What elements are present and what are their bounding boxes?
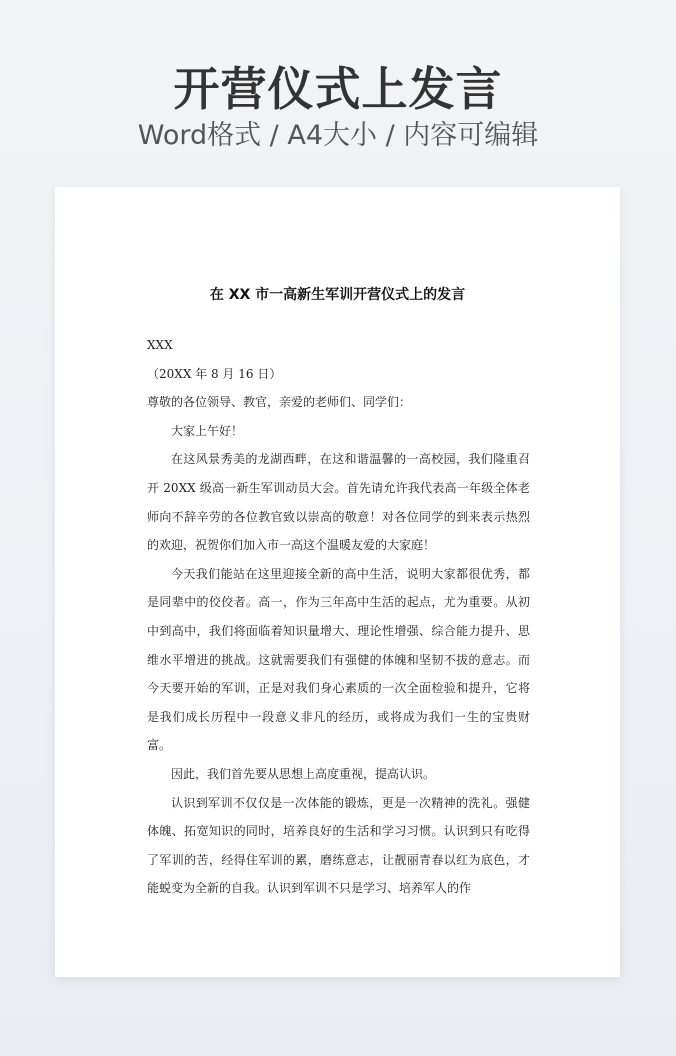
document-paragraph: 今天我们能站在这里迎接全新的高中生活，说明大家都很优秀，都是同辈中的佼佼者。高一，作为三年高中生活的起点，尤为重要。从初中到高中，我们将面临着知识量增大、理论性增强、综合能力提升、思维水平增进的挑战。这就需要我们有强健的体魄和坚韧不拔的意志。而今天要开始的军训，正是对我们身心素质的一次全面检验和提升，它将是我们成长历程中一段意义非凡的经历，或将成为我们一生的宝贵财富。 bbox=[147, 566, 530, 753]
document-page bbox=[55, 187, 620, 977]
document-salutation: 尊敬的各位领导、教官，亲爱的老师们、同学们： bbox=[147, 395, 412, 410]
document-author: XXX bbox=[147, 338, 173, 352]
document-paragraph: 认识到军训不仅仅是一次体能的锻炼，更是一次精神的洗礼。强健体魄、拓宽知识的同时，培养良好的生活和学习习惯。认识到只有吃得了军训的苦，经得住军训的累，磨练意志，让靓丽青春以红为底色，才能蜕变为全新的自我。认识到军训不只是学习、培养军人的作 bbox=[147, 795, 530, 896]
document-title: 在 XX 市一高新生军训开营仪式上的发言 bbox=[209, 287, 466, 303]
document-greeting: 大家上午好！ bbox=[171, 423, 244, 438]
document-body bbox=[147, 331, 530, 903]
page-title: 开营仪式上发言 bbox=[173, 62, 503, 116]
document-paragraph: 在这风景秀美的龙湖西畔，在这和谐温馨的一高校园，我们隆重召开 20XX 级高一新生军训动员大会。首先请允许我代表高一年级全体老师向不辞辛劳的各位教官致以崇高的敬意！对各位同学的到来表示热烈的欢迎，祝贺你们加入市一高这个温暖友爱的大家庭！ bbox=[147, 452, 530, 553]
document-paragraph: 因此，我们首先要从思想上高度重视，提高认识。 bbox=[171, 766, 436, 781]
page-subtitle: Word格式 / A4大小 / 内容可编辑 bbox=[137, 120, 539, 151]
document-date: （20XX 年 8 月 16 日） bbox=[147, 366, 282, 381]
